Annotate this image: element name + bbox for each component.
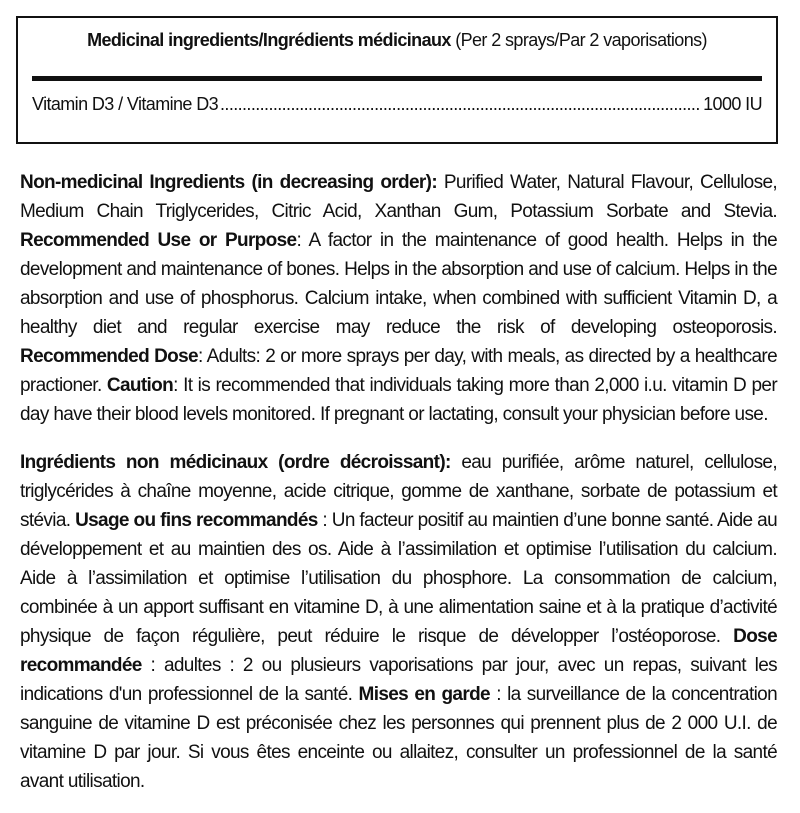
en-nonmed-label: Non-medicinal Ingredients (in decreasing order):: [20, 172, 438, 193]
dot-leader: [220, 94, 701, 115]
fr-use-label: Usage ou fins recommandés: [75, 510, 318, 531]
header-divider: [32, 76, 762, 81]
en-dose-label: Recommended Dose: [20, 346, 198, 367]
medicinal-ingredients-box: [16, 16, 778, 144]
en-use-text: : A factor in the maintenance of good health. Helps in the development and maintenance of bones. Helps in the absorption and use of calcium. Helps in the absorption and use of phosphorus. Calcium intake, when combined with sufficient Vitamin D, a healthy diet and regular exercise may reduce the risk of developing osteoporosis.: [20, 230, 777, 338]
ingredient-row: [32, 94, 762, 115]
fr-caution-label: Mises en garde: [358, 684, 490, 705]
fr-use-text: : Un facteur positif au maintien d’une bonne santé. Aide au développement et au maintien des os. Aide à l’assimilation et optimise l’utilisation du calcium. Aide à l’assimilation et optimise l’utilisation du phosphore. La consommation de calcium, combinée à un apport suffisant en vitamine D, à une alimentation saine et à la pratique d’activité physique de façon régulière, peut réduire le risque de développer l’ostéoporose.: [20, 510, 777, 647]
fr-nonmed-label: Ingrédients non médicinaux (ordre décroissant):: [20, 452, 451, 473]
fr-dose-label: Dose recommandée: [20, 626, 777, 676]
medicinal-ingredients-title: Medicinal ingredients/Ingrédients médicinaux: [87, 30, 451, 50]
english-label-text: [20, 168, 777, 429]
en-nonmed-text: Purified Water, Natural Flavour, Cellulose, Medium Chain Triglycerides, Citric Acid, Xanthan Gum, Potassium Sorbate and Stevia.: [20, 172, 777, 222]
en-dose-text: : Adults: 2 or more sprays per day, with meals, as directed by a healthcare practioner.: [20, 346, 777, 396]
fr-nonmed-text: eau purifiée, arôme naturel, cellulose, triglycérides à chaîne moyenne, acide citrique, gomme de xanthane, sorbate de potassium et stévia.: [20, 452, 777, 531]
ingredient-name: Vitamin D3 / Vitamine D3: [32, 94, 219, 114]
fr-dose-text: : adultes : 2 ou plusieurs vaporisations par jour, avec un repas, suivant les indications d'un professionnel de la santé.: [20, 655, 777, 705]
french-label-text: [20, 448, 777, 796]
ingredient-amount: 1000 IU: [703, 94, 762, 114]
medicinal-ingredients-header: [18, 30, 776, 51]
en-caution-label: Caution: [106, 375, 174, 396]
en-use-label: Recommended Use or Purpose: [20, 230, 297, 251]
en-caution-text: : It is recommended that individuals taking more than 2,000 i.u. vitamin D per day have their blood levels monitored. If pregnant or lactating, consult your physician before use.: [20, 375, 777, 425]
medicinal-ingredients-serving: (Per 2 sprays/Par 2 vaporisations): [455, 30, 707, 50]
fr-caution-text: : la surveillance de la concentration sanguine de vitamine D est préconisée chez les personnes qui prennent plus de 2 000 U.I. de vitamine D par jour. Si vous êtes enceinte ou allaitez, consulter un professionnel de la santé avant utilisation.: [20, 684, 777, 792]
